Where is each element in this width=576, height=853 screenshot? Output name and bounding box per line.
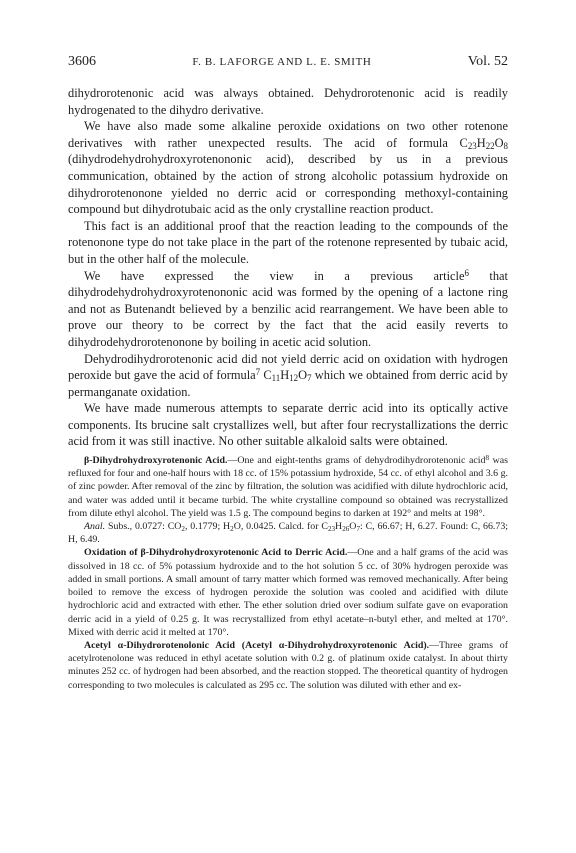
footnote-ref: 7 bbox=[255, 367, 261, 378]
footnote-ref: 8 bbox=[485, 453, 490, 462]
paragraph: Dehydrodihydrorotenonic acid did not yield derric acid on oxidation with hydrogen peroxide but gave the acid of formula$^7$ $C_{11}H_{12}O_7$ which we obtained from derric acid by permanganate oxidation. bbox=[68, 351, 508, 399]
experimental-section bbox=[68, 454, 508, 692]
experimental-paragraph: β-Dihydrohydroxyrotenonic Acid.—One and eight-tenths grams of dehydrodihydrorotenonic acid$^8$ was refluxed for four and one-half hours with 18 cc. of 15% potassium hydroxide, 54 cc. of ethyl alcohol and 3.6 g. of zinc powder. After removal of the zinc by filtration, the solution was acidified with dilute hydrochloric acid, and water was added until it became turbid. The white crystalline compound so obtained was recrystallized from dilute ethyl alcohol. The yield was 1.5 g. The compound begins to darken at 192° and melts at 198°. bbox=[68, 453, 508, 519]
analysis-paragraph: Anal. Subs., 0.0727: $CO_2$, 0.1779; $H_2O$, 0.0425. Calcd. for $C_{23}H_{26}O_7$: C, 66.67; H, 6.27. Found: C, 66.73; H, 6.49. bbox=[68, 521, 509, 546]
running-head bbox=[68, 54, 508, 70]
body-text bbox=[68, 85, 508, 450]
paragraph: We have made numerous attempts to separate derric acid into its optically active components. Its brucine salt crystallizes well, but after four recrystallizations the derric acid from it was still inactive. No other suitable alkaloid salts were obtained. bbox=[68, 401, 508, 449]
experimental-paragraph: Acetyl α-Dihydrorotenolonic Acid (Acetyl α-Dihydrohydroxyrotenonic Acid).—Three grams of acetylrotenolone was reduced in ethyl acetate solution with 0.2 g. of platinum oxide catalyst. In about thirty minutes 252 cc. of hydrogen had been absorbed, and the reaction stopped. The theoretical quantity of hydrogen corresponding to two molecules is calculated as 295 cc. The solution was diluted with ether and ex- bbox=[68, 639, 508, 691]
page-number: 3606 bbox=[68, 54, 96, 69]
section-heading: Acetyl α-Dihydrorotenolonic Acid (Acetyl α-Dihydrohydroxyrotenonic Acid). bbox=[84, 639, 430, 651]
section-heading: β-Dihydrohydroxyrotenonic Acid. bbox=[84, 455, 228, 467]
section-heading: Oxidation of β-Dihydrohydroxyrotenonic Acid to Derric Acid. bbox=[84, 547, 348, 559]
footnote-ref: 6 bbox=[464, 267, 469, 278]
paragraph: This fact is an additional proof that the reaction leading to the compounds of the rotenonone type do not take place in the part of the rotenone represented by tubaic acid, but in the other half of the molecule. bbox=[68, 218, 508, 266]
paragraph: We have expressed the view in a previous article$^6$ that dihydrodehydrohydroxyrotenononic acid was formed by the opening of a lactone ring and not as Butenandt believed by a benzilic acid rearrangement. We have been able to prove our theory to be correct by the fact that the acid easily reverts to dihydrodehydrorotenonone by boiling in acetic acid solution. bbox=[68, 267, 508, 349]
paragraph: We have also made some alkaline peroxide oxidations on two other rotenone derivatives with rather unexpected results. The acid of formula $C_{23}H_{22}O_8$ (dihydrodehydrohydroxyrotenononic acid), described by us in a previous communication, obtained by the action of strong alcoholic potassium hydroxide on dihydrorotenonone yielded no derric acid or corresponding methoxyl-containing compound but dihydrotubaic acid as the only crystalline reaction product. bbox=[68, 119, 508, 217]
paragraph: dihydrorotenonic acid was always obtained. Dehydrorotenonic acid is readily hydrogenated to the dihydro derivative. bbox=[68, 86, 508, 117]
volume-label: Vol. 52 bbox=[467, 54, 508, 69]
running-head-authors: F. B. LAFORGE AND L. E. SMITH bbox=[192, 56, 372, 68]
experimental-paragraph: Oxidation of β-Dihydrohydroxyrotenonic Acid to Derric Acid.—One and a half grams of the acid was dissolved in 18 cc. of 5% potassium hydroxide and to the hot solution 5 cc. of 30% hydrogen peroxide was added in small portions. A small amount of tarry matter which formed was removed mechanically. After being boiled to remove the excess of hydrogen peroxide the solution was cooled and acidified with dilute hydrochloric acid and extracted with ether. The ether solution dried over sodium sulfate gave on evaporation derric acid in a yield of 0.25 g. It was recrystallized from ethyl acetate–n-butyl ether, and melted at 170°. Mixed with derric acid it melted at 170°. bbox=[68, 547, 508, 638]
